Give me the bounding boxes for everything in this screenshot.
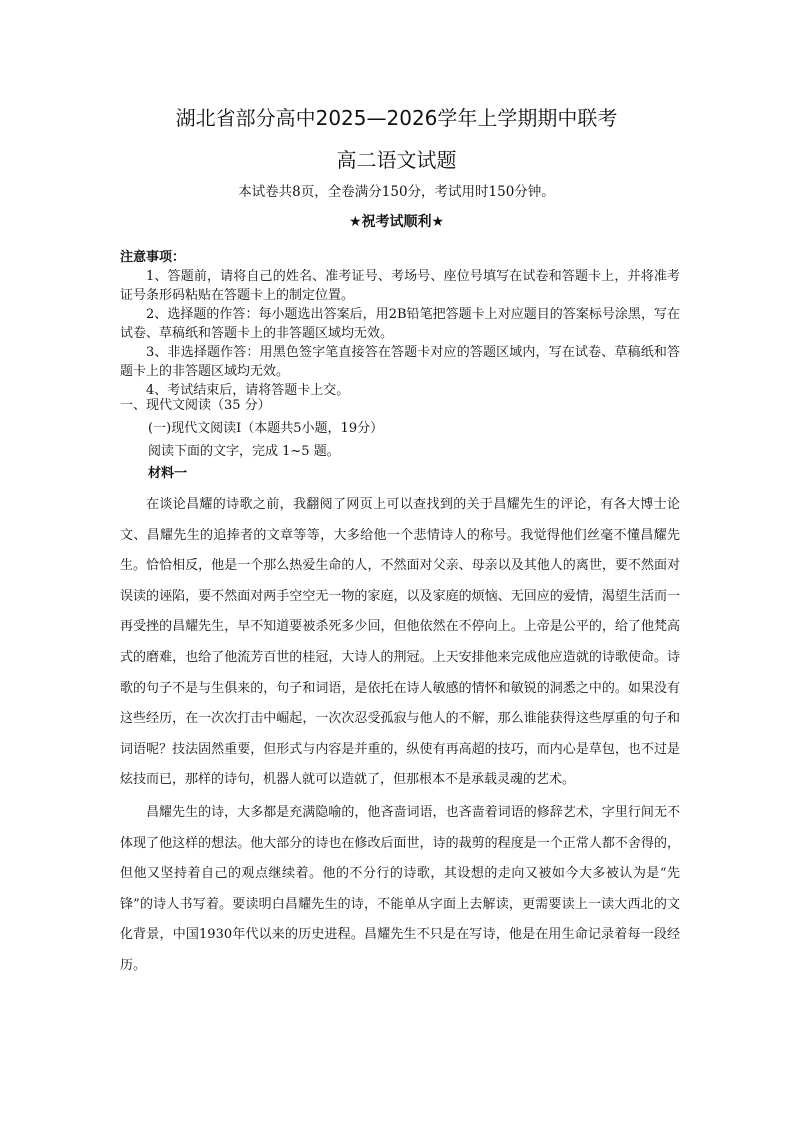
- notes-section: [120, 248, 680, 400]
- passage-paragraph: 昌耀先生的诗，大多都是充满隐喻的，他吝啬词语，也吝啬着词语的修辞艺术，字里行间无不体现了他这样的想法。他大部分的诗也在修改后面世，诗的裁剪的程度是一个正常人都不舍得的，但他又坚持着自己的观点继续着。他的不分行的诗歌，其设想的走向又被如今大多被认为是“先锋”的诗人书写着。要读明白昌耀先生的诗，不能单从字面上去解读，更需要读上一读大西北的文化背景，中国1930年代以来的历史进程。昌耀先生不只是在写诗，他是在用生命记录着每一段经历。: [120, 804, 680, 973]
- material-label: 材料一: [148, 466, 188, 481]
- note-item: 3、非选择题作答：用黑色签字笔直接答在答题卡对应的答题区域内，写在试卷、草稿纸和答题卡上的非答题区域均无效。: [120, 345, 680, 379]
- passage-body: [120, 490, 680, 984]
- note-item: 4、考试结束后，请将答题卡上交。: [146, 383, 350, 398]
- sub-heading: (一)现代文阅读Ⅰ（本题共5小题，19分）: [148, 421, 384, 436]
- instruction-text: 阅读下面的文字，完成 1~5 题。: [148, 444, 340, 459]
- blessing-text: ★祝考试顺利★: [348, 214, 445, 230]
- exam-title: 湖北省部分高中2025—2026学年上学期期中联考: [175, 106, 618, 130]
- note-item: 1、答题前，请将自己的姓名、准考证号、考场号、座位号填写在试卷和答题卡上，并将准考证号条形码粘贴在答题卡上的制定位置。: [120, 269, 680, 303]
- exam-info: 本试卷共8页，全卷满分150分，考试用时150分钟。: [238, 184, 555, 200]
- part-heading: 一、现代文阅读（35 分）: [120, 398, 271, 413]
- exam-subject: 高二语文试题: [336, 148, 457, 172]
- passage-paragraph: 在谈论昌耀的诗歌之前，我翻阅了网页上可以查找到的关于昌耀先生的评论，有各大博士论文、昌耀先生的追捧者的文章等等，大多给他一个悲情诗人的称号。我觉得他们丝毫不懂昌耀先生。恰恰相反，他是一个那么热爱生命的人，不然面对父亲、母亲以及其他人的离世，要不然面对误读的诬陷，要不然面对两手空空无一物的家庭，以及家庭的烦恼、无回应的爱情，渴望生活而一再受挫的昌耀先生，早不知道要被杀死多少回，但他依然在不停向上。上帝是公平的，给了他梵高式的磨难，也给了他流芳百世的桂冠，大诗人的荆冠。上天安排他来完成他应造就的诗歌使命。诗歌的句子不是与生俱来的，句子和词语，是依托在诗人敏感的情怀和敏锐的洞悉之中的。如果没有这些经历，在一次次打击中崛起，一次次忍受孤寂与他人的不解，那么谁能获得这些厚重的句子和词语呢？技法固然重要，但形式与内容是并重的，纵使有再高超的技巧，而内心是草包，也不过是炫技而已，那样的诗句，机器人就可以造就了，但那根本不是承载灵魂的艺术。: [120, 497, 680, 788]
- notes-heading: 注意事项：: [120, 250, 186, 265]
- note-item: 2、选择题的作答：每小题选出答案后，用2B铅笔把答题卡上对应题目的答案标号涂黑，写在试卷、草稿纸和答题卡上的非答题区域均无效。: [120, 307, 680, 341]
